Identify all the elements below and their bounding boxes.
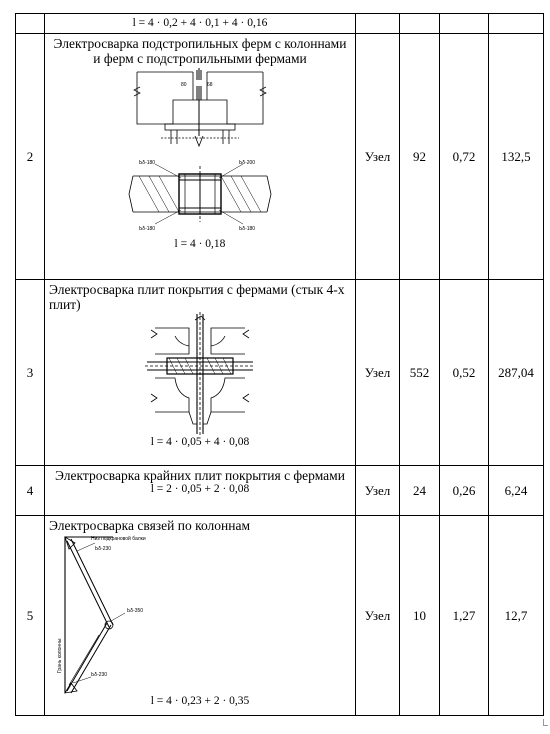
table-row bbox=[16, 466, 544, 516]
table-row bbox=[16, 516, 544, 716]
total-cell: 12,7 bbox=[489, 516, 544, 716]
length-formula: l = 4 · 0,18 bbox=[174, 238, 226, 250]
corner-mark bbox=[543, 719, 548, 726]
drawing-label: Ьδ-180 bbox=[239, 226, 256, 232]
work-title: Электросварка крайних плит покрытия с фермами bbox=[55, 468, 345, 483]
coefficient-cell bbox=[440, 14, 489, 34]
total-cell bbox=[489, 14, 544, 34]
work-description bbox=[45, 280, 356, 466]
work-volume-table bbox=[15, 13, 544, 716]
table-row bbox=[16, 280, 544, 466]
unit-cell bbox=[356, 14, 400, 34]
drawing-label: Ьδ-200 bbox=[239, 160, 256, 166]
row-number: 4 bbox=[16, 466, 45, 516]
table-row bbox=[16, 34, 544, 280]
row-number: 3 bbox=[16, 280, 45, 466]
slab-joint-svg bbox=[145, 312, 255, 436]
truss-joint-svg bbox=[125, 66, 275, 238]
row-number: 2 bbox=[16, 34, 45, 280]
coefficient-cell: 0,52 bbox=[440, 280, 489, 466]
quantity-cell: 552 bbox=[400, 280, 440, 466]
slab-joint-drawing bbox=[45, 312, 355, 436]
drawing-label: Ьδ-180 bbox=[139, 226, 156, 232]
length-formula: l = 4 · 0,23 + 2 · 0,35 bbox=[150, 695, 250, 707]
drawing-label: Низ подкрановой балки bbox=[91, 536, 146, 542]
column-bracing-drawing bbox=[45, 533, 355, 695]
quantity-cell: 24 bbox=[400, 466, 440, 516]
work-title: Электросварка плит покрытия с фермами (стык 4-х плит) bbox=[49, 282, 345, 312]
coefficient-cell: 0,26 bbox=[440, 466, 489, 516]
work-title: Электросварка связей по колоннам bbox=[49, 518, 250, 533]
total-cell: 6,24 bbox=[489, 466, 544, 516]
row-number: 5 bbox=[16, 516, 45, 716]
length-formula: l = 4 · 0,2 + 4 · 0,1 + 4 · 0,16 bbox=[132, 16, 268, 29]
drawing-label: Ьδ-180 bbox=[139, 160, 156, 166]
coefficient-cell: 1,27 bbox=[440, 516, 489, 716]
length-formula: l = 2 · 0,05 + 2 · 0,08 bbox=[150, 483, 250, 495]
drawing-label: Ьδ-350 bbox=[127, 608, 144, 614]
work-description bbox=[45, 34, 356, 280]
column-bracing-svg bbox=[51, 533, 171, 695]
work-description bbox=[45, 516, 356, 716]
total-cell: 287,04 bbox=[489, 280, 544, 466]
total-cell: 132,5 bbox=[489, 34, 544, 280]
row-number bbox=[16, 14, 45, 34]
table-row bbox=[16, 14, 544, 34]
work-description bbox=[45, 14, 356, 34]
drawing-label: Ьδ-230 bbox=[95, 546, 112, 552]
unit-cell: Узел bbox=[356, 516, 400, 716]
unit-cell: Узел bbox=[356, 466, 400, 516]
drawing-label: Ьδ-230 bbox=[91, 672, 108, 678]
quantity-cell: 10 bbox=[400, 516, 440, 716]
work-title: Электросварка подстропильных ферм с колоннами и ферм с подстропильными фермами bbox=[53, 36, 347, 66]
unit-cell: Узел bbox=[356, 280, 400, 466]
truss-joint-drawing bbox=[45, 66, 355, 238]
coefficient-cell: 0,72 bbox=[440, 34, 489, 280]
drawing-label: 68 bbox=[207, 82, 213, 88]
work-description bbox=[45, 466, 356, 516]
length-formula: l = 4 · 0,05 + 4 · 0,08 bbox=[150, 436, 250, 448]
drawing-label: Грань колонны bbox=[57, 638, 63, 673]
unit-cell: Узел bbox=[356, 34, 400, 280]
quantity-cell: 92 bbox=[400, 34, 440, 280]
quantity-cell bbox=[400, 14, 440, 34]
drawing-label: 80 bbox=[181, 82, 187, 88]
